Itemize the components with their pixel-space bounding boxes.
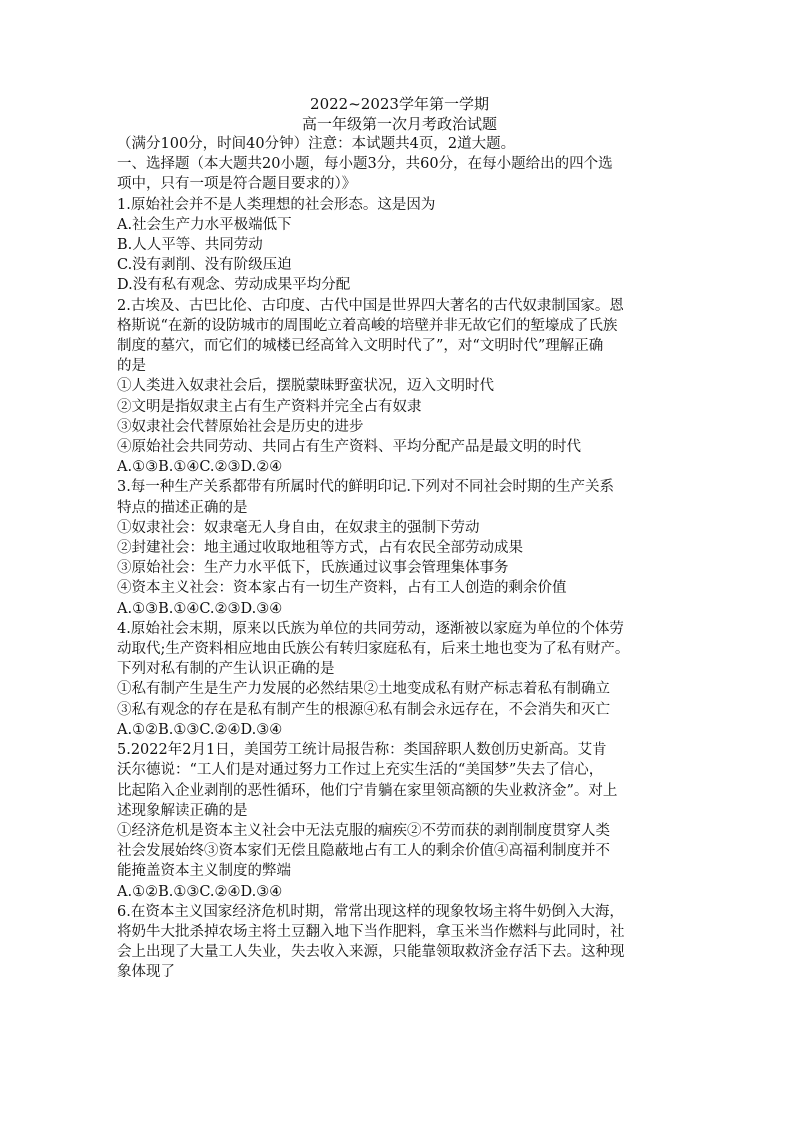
- question-stem-line: 4.原始社会末期，原来以氏族为单位的共同劳动，逐渐被以家庭为单位的个体劳: [117, 620, 624, 637]
- question-option-line: ①奴隶社会：奴隶毫无人身自由，在奴隶主的强制下劳动: [117, 519, 480, 536]
- question-stem-line: 比起陷入企业剥削的恶性循环，他们宁肯躺在家里领高额的失业救济金”。对上: [117, 782, 618, 799]
- question-option-line: ②文明是指奴隶主占有生产资料并完全占有奴隶: [117, 398, 422, 415]
- question-stem-line: 2.古埃及、古巴比伦、古印度、古代中国是世界四大著名的古代奴隶制国家。恩: [117, 297, 624, 314]
- question-1: [117, 195, 682, 296]
- question-stem-line: 6.在资本主义国家经济危机时期，常常出现这样的现象牧场主将牛奶倒入大海，: [117, 903, 624, 920]
- question-option-line: ①人类进入奴隶社会后，摆脱蒙昧野蛮状况，迈入文明时代: [117, 378, 494, 395]
- question-5: [117, 740, 682, 902]
- question-3: [117, 477, 682, 618]
- question-option-line: ③奴隶社会代替原始社会是历史的进步: [117, 418, 364, 435]
- question-stem-line: 特点的描述正确的是: [117, 499, 248, 516]
- question-option-line: ②封建社会：地主通过收取地租等方式，占有农民全部劳动成果: [117, 540, 523, 557]
- question-stem-line: 会上出现了大量工人失业，失去收入来源，只能靠领取救济金存活下去。这种现: [117, 944, 625, 961]
- question-option-line: C.没有剥削、没有阶级压迫: [117, 257, 292, 274]
- question-stem-line: 的是: [117, 358, 146, 375]
- question-option-line: A.社会生产力水平极端低下: [117, 216, 292, 233]
- question-stem-line: 将奶牛大批杀掉农场主将土豆翻入地下当作肥料，拿玉米当作燃料与此同时，社: [117, 923, 625, 940]
- question-stem-line: 象体现了: [117, 964, 175, 981]
- question-option-line: A.①③B.①④C.②③D.③④: [117, 600, 283, 617]
- exam-note: （满分100分，时间40分钟）注意：本试题共4页，2道大题。: [117, 136, 516, 152]
- question-stem-line: 5.2022年2月1日，美国劳工统计局报告称：类国辞职人数创历史新高。艾肯: [117, 742, 607, 759]
- exam-title-year: 2022~2023学年第一学期: [310, 95, 489, 113]
- question-4: [117, 619, 682, 740]
- question-2: [117, 296, 682, 478]
- question-option-line: 能掩盖资本主义制度的弊端: [117, 863, 291, 880]
- question-option-line: ①私有制产生是生产力发展的必然结果②土地变成私有财产标志着私有制确立: [117, 681, 610, 698]
- question-stem-line: 动取代;生产资料相应地由氏族公有转归家庭私有，后来土地也变为了私有财产。: [117, 641, 630, 658]
- question-option-line: ③原始社会：生产力水平低下，氏族通过议事会管理集体事务: [117, 560, 509, 577]
- question-option-line: A.①②B.①③C.②④D.③④: [117, 883, 283, 900]
- question-stem-line: 沃尔德说：“工人们是对通过努力工作过上充实生活的“美国梦”失去了信心，: [117, 762, 604, 779]
- question-stem-line: 下列对私有制的产生认识正确的是: [117, 661, 335, 678]
- question-option-line: ①经济危机是资本主义社会中无法克服的痼疾②不劳而获的剥削制度贯穿人类: [117, 822, 610, 839]
- question-option-line: A.①③B.①④C.②③D.②④: [117, 459, 283, 476]
- question-option-line: ④原始社会共同劳动、共同占有生产资料、平均分配产品是最文明的时代: [117, 439, 581, 456]
- section-heading: 一、选择题（本大题共20小题，每小题3分，共60分，在每小题给出的四个选: [117, 156, 613, 173]
- question-stem-line: 3.每一种生产关系都带有所属时代的鲜明印记.下列对不同社会时期的生产关系: [117, 479, 614, 496]
- question-6: [117, 902, 682, 983]
- question-option-line: A.①②B.①③C.②④D.③④: [117, 721, 283, 738]
- exam-page: [117, 94, 682, 983]
- question-stem-line: 1.原始社会并不是人类理想的社会形态。这是因为: [117, 196, 436, 213]
- section-heading-cont: 项中，只有一项是符合题目要求的）》: [117, 176, 357, 193]
- question-option-line: ③私有观念的存在是私有制产生的根源④私有制会永远存在，不会消失和灭亡: [117, 701, 610, 718]
- question-stem-line: 述现象解读正确的是: [117, 802, 248, 819]
- question-list: [117, 195, 682, 983]
- question-stem-line: 格斯说“在新的设防城市的周围屹立着高峻的培壁并非无故它们的堑壕成了氏族: [117, 317, 618, 334]
- exam-title-subject: 高一年级第一次月考政治试题: [301, 115, 497, 133]
- question-option-line: 社会发展始终③资本家们无偿且隐蔽地占有工人的剩余价值④高福利制度并不: [117, 843, 610, 860]
- question-stem-line: 制度的墓穴，而它们的城楼已经高耸入文明时代了”，对“文明时代”理解正确: [117, 338, 604, 355]
- question-option-line: B.人人平等、共同劳动: [117, 237, 263, 254]
- question-option-line: ④资本主义社会：资本家占有一切生产资料，占有工人创造的剩余价值: [117, 580, 567, 597]
- question-option-line: D.没有私有观念、劳动成果平均分配: [117, 277, 351, 294]
